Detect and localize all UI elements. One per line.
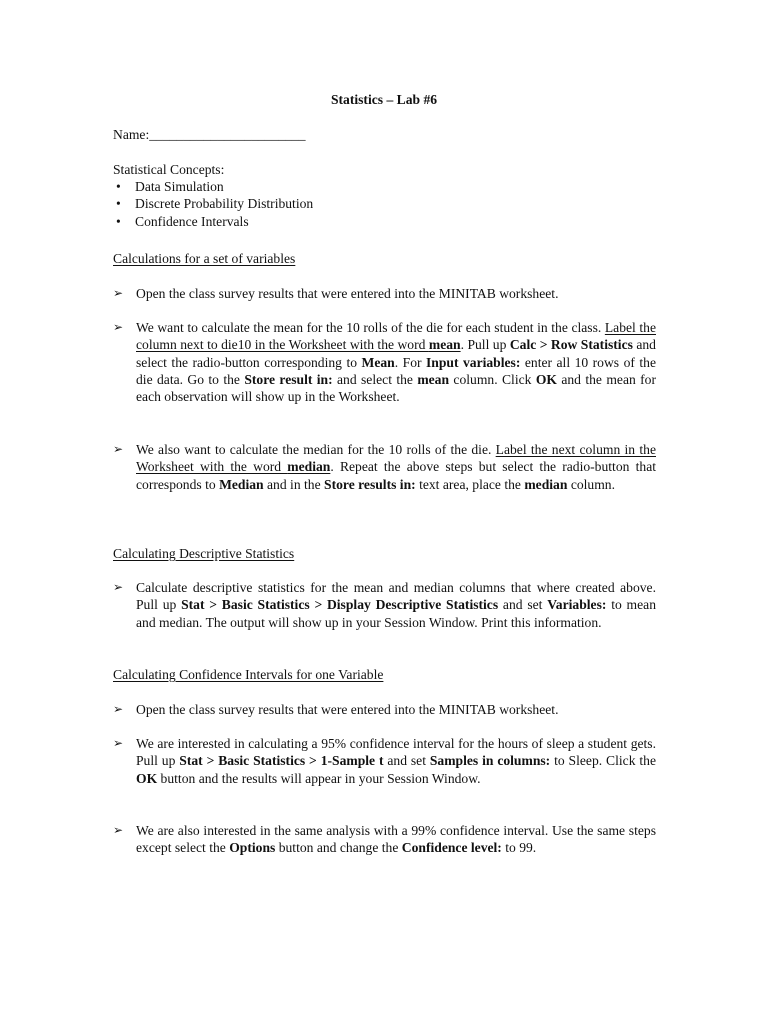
text-run: and select the radio-button corresponding to (136, 337, 656, 370)
concept-item: • Discrete Probability Distribution (113, 195, 313, 212)
instruction-text (136, 441, 656, 493)
text-run: text area, place the (415, 476, 525, 492)
bold-term: Calc > Row Statistics (509, 337, 633, 353)
text-run: enter all 10 rows of the die data. Go to the (136, 354, 656, 387)
text-run: button and change the (275, 840, 402, 856)
section-heading-descriptive: Calculating Descriptive Statistics (113, 546, 295, 561)
bold-term: Store result in: (244, 371, 333, 387)
instruction-item (113, 822, 656, 857)
text-run: Calculate descriptive statistics for the mean and median columns that where created above. Pull up (136, 580, 656, 613)
arrow-bullet-icon: ➢ (113, 320, 124, 334)
section-heading-confidence: Calculating Confidence Intervals for one Variable (113, 667, 384, 682)
instruction-item (113, 441, 656, 493)
arrow-bullet-icon: ➢ (113, 702, 124, 716)
text-run: We want to calculate the mean for the 10 rolls of the die for each student in the class. (136, 320, 605, 335)
bold-term: Samples in columns: (429, 753, 551, 769)
arrow-bullet-icon: ➢ (113, 736, 124, 750)
text-run: We also want to calculate the median for the 10 rolls of the die. (136, 442, 496, 457)
instruction-text (136, 701, 656, 718)
concepts-list (113, 178, 313, 230)
bold-term: Stat > Basic Statistics > 1-Sample t (179, 753, 384, 769)
bold-term: Mean (361, 354, 395, 370)
text-run: . For (394, 354, 426, 370)
instruction-text (136, 319, 656, 405)
name-line: Name:_______________________ (113, 127, 306, 142)
text-run: Label the column next to die10 in the Worksheet with the word (136, 320, 656, 353)
bold-term: median (287, 459, 331, 475)
page-title: Statistics – Lab #6 (330, 92, 438, 107)
arrow-bullet-icon: ➢ (113, 286, 124, 300)
bold-term: mean (417, 371, 450, 387)
instruction-item (113, 701, 656, 718)
instruction-item (113, 319, 656, 405)
text-run: to 99. (501, 840, 537, 856)
text-run: and the mean for each observation will show up in the Worksheet. (136, 371, 656, 405)
concept-item: • Confidence Intervals (113, 213, 313, 230)
bold-term: Store results in: (324, 476, 416, 492)
text-run: Open the class survey results that were entered into the MINITAB worksheet. (136, 286, 559, 301)
arrow-bullet-icon: ➢ (113, 580, 124, 594)
bold-term: Options (229, 840, 276, 856)
text-run: button and the results will appear in your Session Window. (157, 770, 481, 786)
text-run: and in the (263, 476, 325, 492)
arrow-bullet-icon: ➢ (113, 442, 124, 456)
instruction-text (136, 285, 656, 302)
section-heading-calculations: Calculations for a set of variables (113, 251, 296, 266)
text-run: . Repeat the above steps but select the radio-button that corresponds to (136, 459, 657, 492)
text-run: . Pull up (460, 337, 510, 353)
bold-term: median (524, 476, 568, 492)
bold-term: OK (535, 371, 557, 387)
instruction-item (113, 285, 656, 302)
text-run: Label the next column in the Worksheet with the word (136, 442, 656, 475)
text-run: column. (567, 476, 615, 492)
bold-term: Median (219, 476, 264, 492)
instruction-item (113, 579, 656, 631)
text-run: We are also interested in the same analysis with a 99% confidence interval. Use the same steps except select the (136, 823, 656, 856)
concept-item: • Data Simulation (113, 178, 313, 195)
bold-term: OK (136, 770, 158, 786)
text-run: to Sleep. Click the (550, 753, 656, 769)
arrow-bullet-icon: ➢ (113, 823, 124, 837)
bold-term: Stat > Basic Statistics > Display Descriptive Statistics (181, 597, 499, 613)
text-run: and set (498, 597, 548, 613)
text-run: Open the class survey results that were entered into the MINITAB worksheet. (136, 702, 559, 717)
text-run: and set (383, 753, 430, 769)
bold-term: Variables: (547, 597, 607, 613)
concepts-label: Statistical Concepts: (113, 162, 225, 177)
text-run: and select the (332, 371, 418, 387)
bold-term: Confidence level: (401, 840, 502, 856)
instruction-item (113, 735, 656, 787)
bold-term: Input variables: (426, 354, 521, 370)
instruction-text (136, 735, 656, 787)
text-run: column. Click (449, 371, 536, 387)
text-run: to mean and median. The output will show up in your Session Window. Print this information. (136, 597, 656, 630)
instruction-text (136, 822, 656, 857)
text-run: We are interested in calculating a 95% confidence interval for the hours of sleep a student gets. Pull up (136, 736, 656, 769)
instruction-text (136, 579, 656, 631)
bold-term: mean (428, 337, 461, 353)
